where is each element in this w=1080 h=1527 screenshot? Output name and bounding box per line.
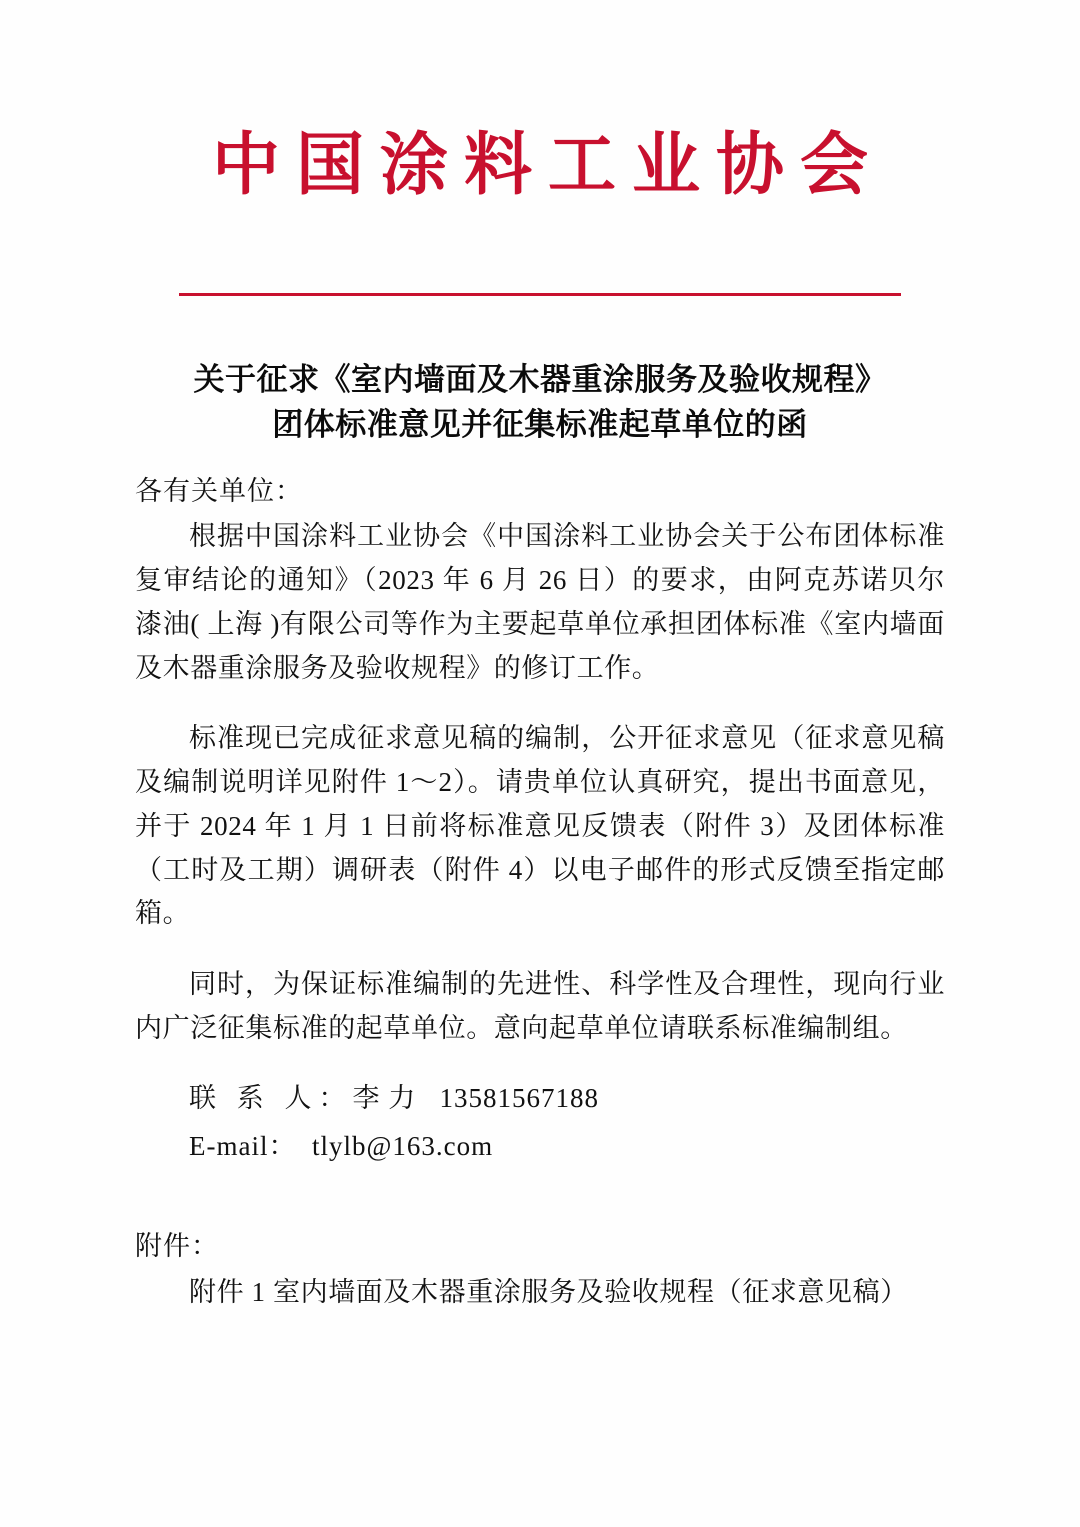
- attachments-heading: 附件：: [135, 1230, 219, 1261]
- contact-email-label: E-mail：: [189, 1131, 297, 1162]
- salutation: 各有关单位：: [135, 475, 303, 506]
- letterhead-divider: [179, 293, 901, 296]
- page-title-line-2: 团体标准意见并征集标准起草单位的函: [272, 406, 808, 443]
- page-title: [135, 358, 945, 448]
- document-body: [135, 470, 945, 1315]
- body-paragraph-3: 同时，为保证标准编制的先进性、科学性及合理性，现向行业内广泛征集标准的起草单位。意向起草单位请联系标准编制组。: [135, 969, 945, 1043]
- body-paragraph-1: 根据中国涂料工业协会《中国涂料工业协会关于公布团体标准复审结论的通知》（2023 年 6 月 26 日）的要求，由阿克苏诺贝尔漆油( 上海 )有限公司等作为主要起草单位承担团体标准《室内墙面及木器重涂服务及验收规程》的修订工作。: [135, 521, 945, 683]
- letterhead-organization-name: 中国涂料工业协会: [211, 125, 884, 205]
- contact-person-phone: 13581567188: [439, 1083, 599, 1114]
- spacer: [135, 1169, 945, 1179]
- page-title-line-1: 关于征求《室内墙面及木器重涂服务及验收规程》: [193, 361, 887, 398]
- contact-email-line: [135, 1125, 945, 1169]
- contact-email-value: tlylb@163.com: [311, 1131, 494, 1162]
- contact-person-line: [135, 1077, 945, 1121]
- body-paragraph-2: 标准现已完成征求意见稿的编制，公开征求意见（征求意见稿及编制说明详见附件 1～2）。请贵单位认真研究，提出书面意见，并于 2024 年 1 月 1 日前将标准意见反馈表（附件 3）及团体标准（工时及工期）调研表（附件 4）以电子邮件的形式反馈至指定邮箱。: [135, 723, 945, 929]
- contact-person-name: 李 力: [352, 1083, 417, 1114]
- attachment-item: 附件 1 室内墙面及木器重涂服务及验收规程（征求意见稿）: [189, 1276, 908, 1307]
- contact-person-label: 联 系 人：: [189, 1083, 353, 1114]
